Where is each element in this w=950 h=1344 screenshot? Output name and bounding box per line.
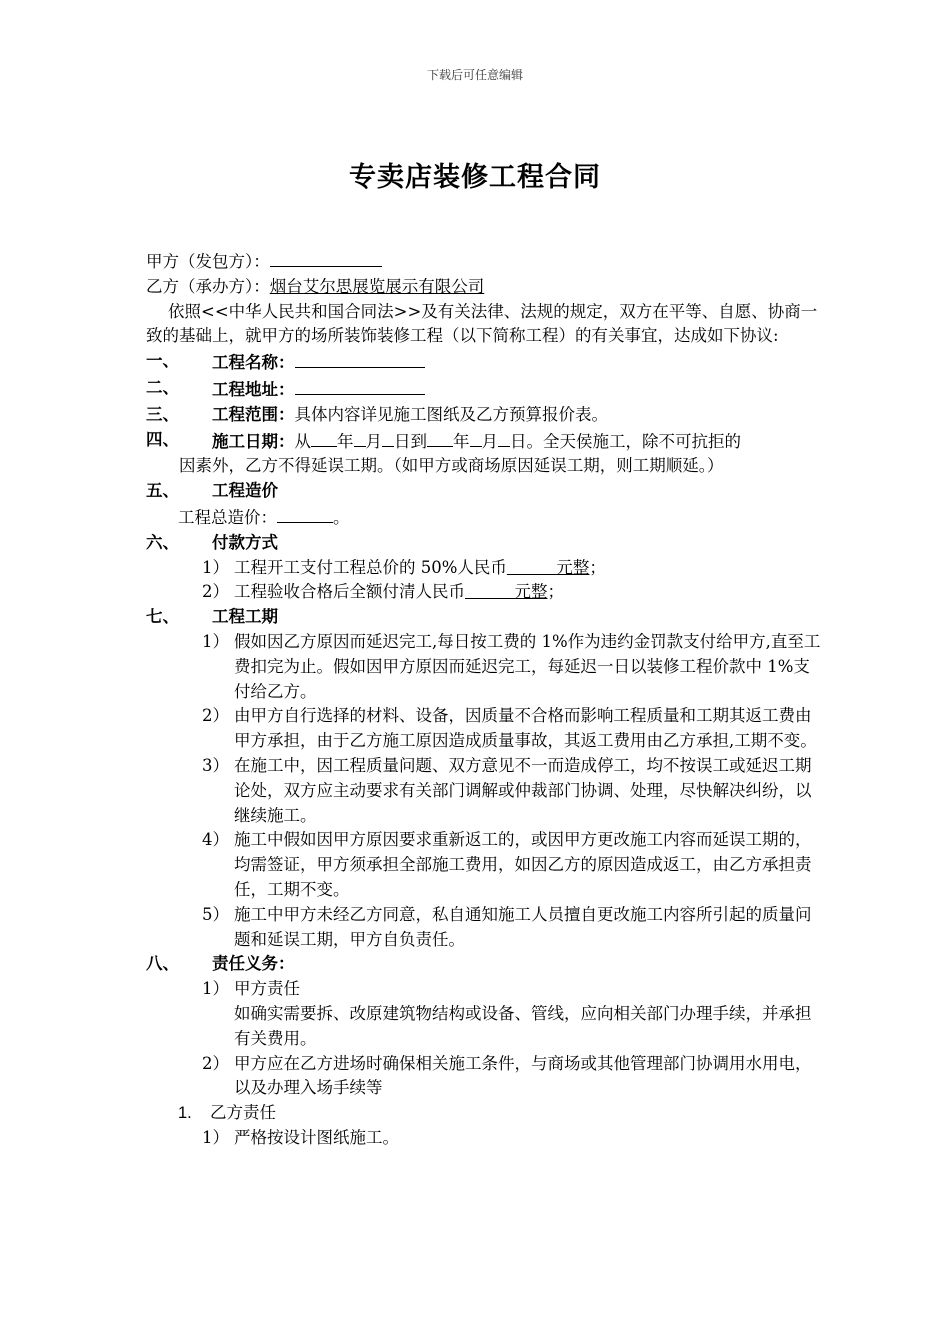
party-a-duty-heading [146,977,826,1002]
header-note: 下载后可任意编辑 [426,68,523,82]
section-6 [146,531,826,556]
day-to-label: 日到 [394,431,427,451]
section-number: 六、 [146,532,179,552]
year-label: 年 [453,431,470,451]
start-year-blank [311,428,337,447]
item-text: 工程开工支付工程总价的 50%人民币 [234,557,507,577]
section-title: 工程工期 [212,607,278,627]
end-day-blank [498,428,510,447]
section-number: 七、 [146,607,179,627]
date-from-text: 从 [294,431,311,451]
section-7 [146,605,826,630]
party-b-label: 乙方（承办方）： [146,276,270,296]
total-price-end: 。 [333,507,350,527]
section-number: 三、 [146,404,179,424]
amount-blank [507,558,557,577]
payment-item [146,580,826,605]
year-label: 年 [337,431,354,451]
party-a-duty-item [146,1052,826,1102]
item-unit: 元整 [556,557,590,577]
item-end: ； [589,557,606,577]
amount-blank [465,582,515,601]
item-marker: 1） [202,979,229,999]
party-a-line [146,248,826,275]
schedule-item [146,630,826,704]
start-day-blank [382,428,394,447]
party-b-name: 烟台艾尔思展览展示有限公司 [269,276,485,296]
section-title: 工程地址： [212,379,295,399]
section-2 [146,376,826,403]
day-label-continued: 日。全天侯施工，除不可抗拒的 [510,431,741,451]
item-text: 严格按设计图纸施工。 [234,1127,399,1147]
party-a-duty-text: 如确实需要拆、改原建筑物结构或设备、管线，应向相关部门办理手续，并承担有关费用。 [234,1003,812,1048]
item-marker: 1） [202,1127,229,1147]
section-3 [146,403,826,428]
total-price-blank [277,504,333,523]
item-unit: 元整 [514,582,548,602]
section-title: 工程范围： [212,404,295,424]
contract-body [146,248,826,1151]
section-number: 二、 [146,377,179,397]
item-marker: 1） [202,631,229,651]
section-title: 付款方式 [212,532,278,552]
document-title: 专卖店装修工程合同 [349,162,601,193]
end-year-blank [427,428,453,447]
party-b-duty-item [146,1126,826,1151]
project-name-blank [295,349,425,368]
section-number: 四、 [146,429,179,449]
section-4-continuation: 因素外，乙方不得延误工期。（如甲方或商场原因延误工期，则工期顺延。） [179,456,724,476]
section-text: 具体内容详见施工图纸及乙方预算报价表。 [294,404,608,424]
section-title: 工程名称： [212,353,295,373]
item-marker: 3） [202,755,229,775]
item-text: 施工中假如因甲方原因要求重新返工的，或因甲方更改施工内容而延误工期的，均需签证，甲方须承担全部施工费用，如因乙方的原因造成返工，由乙方承担责任，工期不变。 [234,830,812,899]
section-1 [146,349,826,376]
item-text: 施工中甲方未经乙方同意，私自通知施工人员擅自更改施工内容所引起的质量问题和延误工期，甲方自负责任。 [234,904,812,949]
section-4 [146,428,826,455]
project-address-blank [295,376,425,395]
item-text: 甲方应在乙方进场时确保相关施工条件，与商场或其他管理部门协调用水用电，以及办理入场手续等 [234,1053,812,1098]
section-title: 施工日期： [212,431,295,451]
schedule-item [146,704,826,754]
item-marker: 1. [178,1104,192,1123]
item-title: 乙方责任 [210,1103,276,1123]
item-marker: 5） [202,904,229,924]
item-text: 由甲方自行选择的材料、设备，因质量不合格而影响工程质量和工期其返工费由甲方承担，由于乙方施工原因造成质量事故，其返工费用由乙方承担,工期不变。 [234,706,817,751]
party-b-duty-heading [146,1101,826,1126]
item-marker: 4） [202,830,229,850]
section-number: 一、 [146,351,179,371]
item-marker: 1） [202,557,229,577]
item-marker: 2） [202,582,229,602]
item-end: ； [547,582,564,602]
item-text: 工程验收合格后全额付清人民币 [234,582,465,602]
party-b-line [146,275,826,300]
end-month-blank [470,428,482,447]
section-number: 八、 [146,954,179,974]
section-8 [146,952,826,977]
schedule-item [146,903,826,953]
schedule-item [146,754,826,828]
schedule-item [146,828,826,902]
item-marker: 2） [202,706,229,726]
item-title: 甲方责任 [234,979,300,999]
total-price-label: 工程总造价： [178,507,277,527]
preamble: 依照<<中华人民共和国合同法>>及有关法律、法规的规定，双方在平等、自愿、协商一致的基础上，就甲方的场所装饰装修工程（以下简称工程）的有关事宜，达成如下协议: [146,301,818,346]
party-a-blank [270,248,382,267]
month-label: 月 [481,431,498,451]
item-marker: 2） [202,1053,229,1073]
section-5 [146,479,826,504]
section-title: 工程造价 [212,481,278,501]
item-text: 假如因乙方原因而延迟完工,每日按工费的 1%作为违约金罚款支付给甲方,直至工费扣完为止。假如因甲方原因而延迟完工，每延迟一日以装修工程价款中 1%支付给乙方。 [234,631,821,701]
month-label: 月 [365,431,382,451]
section-title: 责任义务： [212,954,295,974]
party-a-label: 甲方（发包方）： [146,252,270,271]
payment-item [146,556,826,581]
item-text: 在施工中，因工程质量问题、双方意见不一而造成停工，均不按误工或延迟工期论处，双方应主动要求有关部门调解或仲裁部门协调、处理，尽快解决纠纷，以继续施工。 [234,755,812,825]
start-month-blank [354,428,366,447]
section-number: 五、 [146,481,179,501]
total-price-line [146,504,826,531]
